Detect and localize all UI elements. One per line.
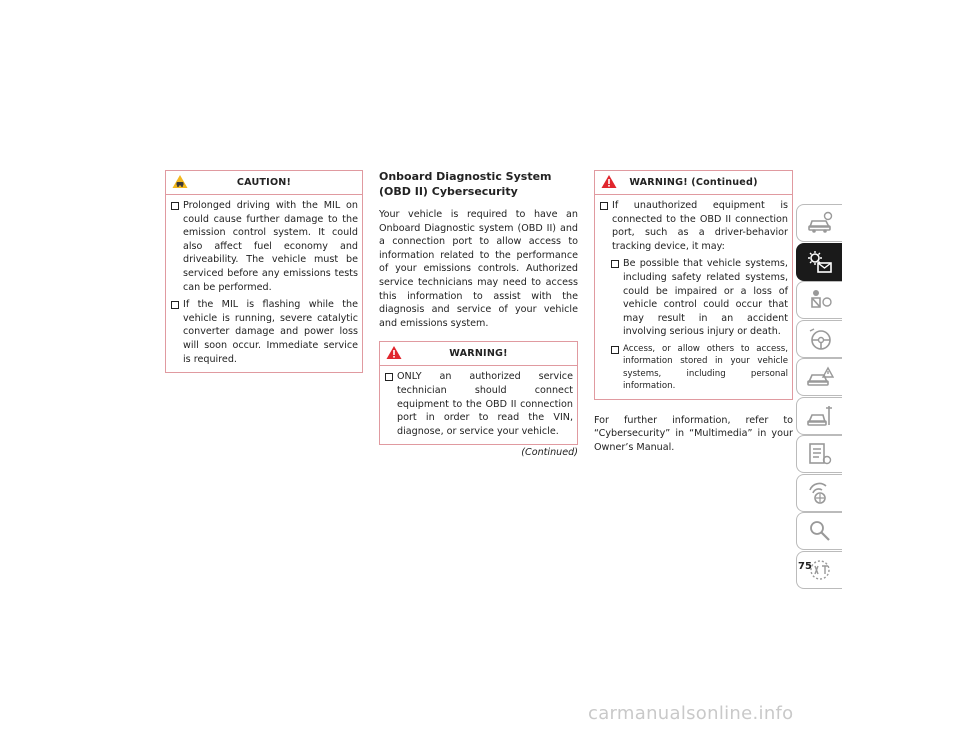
tab-search[interactable] (796, 512, 842, 550)
further-info-paragraph: For further information, refer to “Cybersecurity” in “Multimedia” in your Owner’s Manual. (594, 414, 793, 453)
caution-item-1: Prolonged driving with the MIL on could cause further damage to the emission control system. It could also affect fuel economy and driveability. The vehicle must be serviced before any emissions tests can be performed. (170, 199, 358, 294)
steering-wheel-icon (806, 326, 834, 352)
warning-box (379, 341, 578, 445)
middle-column (379, 170, 578, 460)
warning-triangle-icon (386, 345, 402, 360)
caution-body (166, 195, 362, 372)
tab-multimedia[interactable] (796, 474, 842, 512)
section-heading: Onboard Diagnostic System (OBD II) Cybersecurity (379, 170, 552, 198)
warning-continued-header (595, 171, 792, 195)
page-number: 75 (798, 561, 812, 572)
watermark: carmanualsonline.info (588, 703, 794, 724)
warning-continued-subitem-1: Be possible that vehicle systems, including safety related systems, could be impaired or a loss of vehicle control could occur that may result in an accident involving serious injury or death. (610, 257, 788, 339)
caution-item-2: If the MIL is flashing while the vehicle is running, severe catalytic converter damage and power loss will soon occur. Immediate service is required. (170, 298, 358, 366)
warning-continued-subitem-2: Access, or allow others to access, information stored in your vehicle systems, including personal information. (610, 343, 788, 393)
tab-car-info[interactable] (796, 204, 842, 242)
specifications-icon (806, 441, 834, 467)
warning-continued-title: WARNING! (Continued) (629, 176, 758, 188)
search-icon (806, 518, 834, 544)
warning-body (380, 366, 577, 444)
emergency-car-icon (806, 364, 834, 390)
chapter-tabs (796, 204, 842, 589)
caution-triangle-icon (172, 174, 188, 189)
warning-title: WARNING! (449, 348, 508, 360)
tab-safety[interactable] (796, 281, 842, 319)
safety-seatbelt-icon (806, 287, 834, 313)
car-info-icon (806, 210, 834, 236)
warning-continued-box (594, 170, 793, 400)
tab-specifications[interactable] (796, 435, 842, 473)
warning-triangle-icon (601, 174, 617, 189)
service-tools-icon (806, 403, 834, 429)
multimedia-icon (806, 480, 834, 506)
tab-steering[interactable] (796, 320, 842, 358)
warning-continued-body (595, 195, 792, 399)
tab-emergency[interactable] (796, 358, 842, 396)
left-column (165, 170, 363, 373)
warning-item-1: ONLY an authorized service technician should connect equipment to the OBD II connection port in order to read the VIN, diagnose, or service your vehicle. (384, 370, 573, 438)
tab-service[interactable] (796, 397, 842, 435)
warning-continued-item: If unauthorized equipment is connected to the OBD II connection port, such as a driver-behavior tracking device, it may: (599, 199, 788, 253)
caution-box (165, 170, 363, 373)
right-column (594, 170, 793, 454)
tab-warning-lights[interactable] (796, 243, 842, 281)
warning-header (380, 342, 577, 366)
obd-paragraph: Your vehicle is required to have an Onboard Diagnostic system (OBD II) and a connection port to allow access to information related to the performance of your emissions controls. Authorized service technicians may need to access this information to assist with the diagnosis and service of your vehicle and emissions system. (379, 209, 578, 329)
caution-title: CAUTION! (236, 176, 292, 188)
caution-header (166, 171, 362, 195)
continued-label: (Continued) (521, 447, 578, 459)
warning-lights-icon (806, 249, 834, 275)
